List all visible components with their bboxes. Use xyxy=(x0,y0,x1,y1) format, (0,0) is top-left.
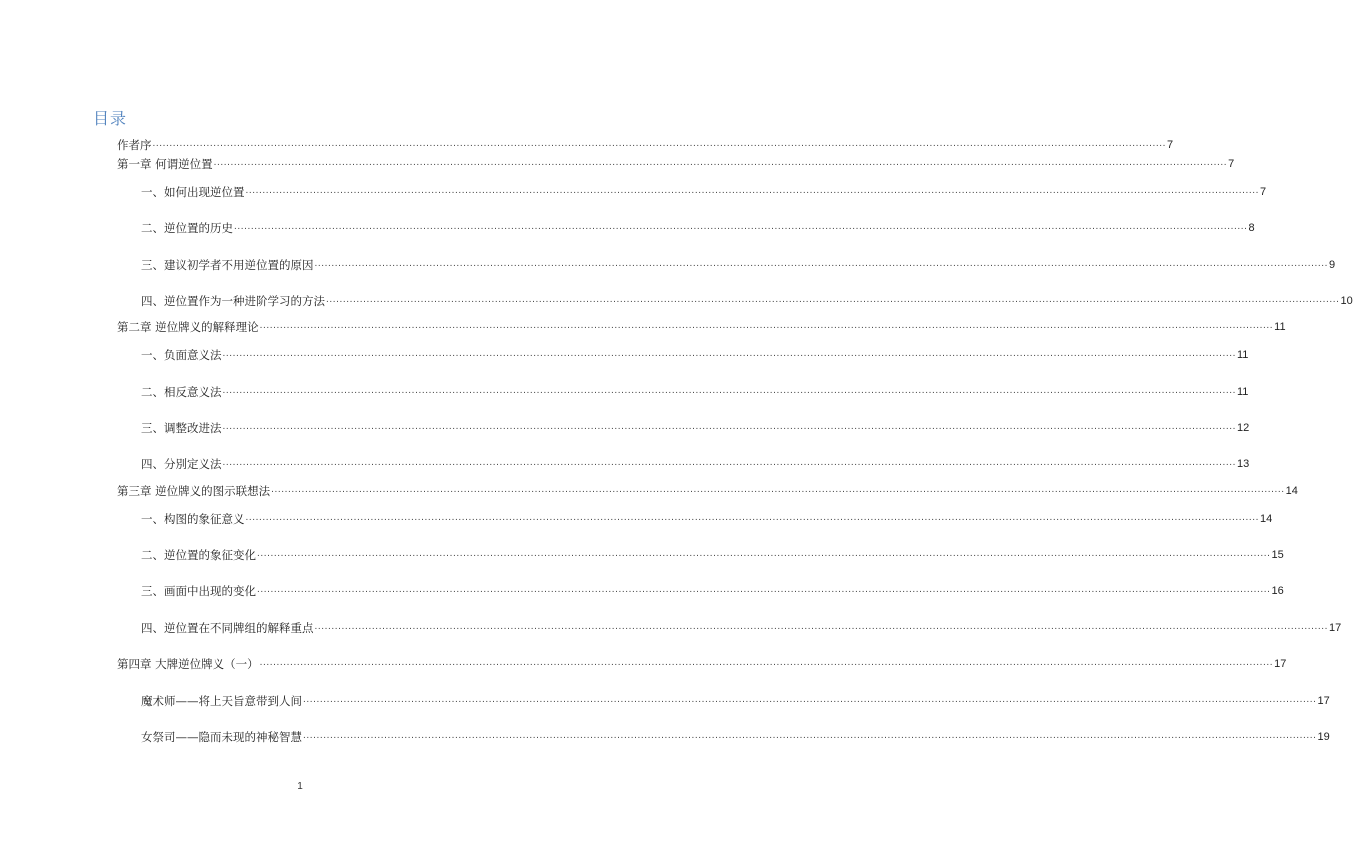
toc-entry-label: 魔术师——将上天旨意带到人间 xyxy=(141,694,302,708)
toc-entry-chapter-2[interactable] xyxy=(117,318,1286,334)
toc-entry-chapter-1[interactable] xyxy=(117,155,1235,171)
toc-entry-label: 一、如何出现逆位置 xyxy=(141,185,245,199)
toc-entry-label: 二、逆位置的象征变化 xyxy=(141,548,256,562)
toc-entry-page: 17 xyxy=(1274,658,1287,670)
toc-entry-page: 17 xyxy=(1329,622,1342,634)
dot-leader: ............................................................................................................................................................................................................................................................................................................ xyxy=(314,621,1328,632)
toc-entry-page: 7 xyxy=(1167,139,1174,151)
toc-entry-4-magician[interactable] xyxy=(141,692,1330,708)
toc-entry-label: 第三章 逆位牌义的图示联想法 xyxy=(117,484,271,498)
page-number: 1 xyxy=(297,781,303,792)
dot-leader: ............................................................................................................................................................................................................................................................................................................ xyxy=(222,421,1236,432)
toc-heading: 目录 xyxy=(93,111,128,128)
dot-leader: ............................................................................................................................................................................................................................................................................................................ xyxy=(303,694,1317,705)
toc-entry-label: 二、相反意义法 xyxy=(141,385,222,399)
toc-entry-page: 8 xyxy=(1248,222,1255,234)
toc-entry-label: 三、调整改进法 xyxy=(141,421,222,435)
toc-entry-2-1[interactable] xyxy=(141,346,1249,362)
toc-entry-page: 11 xyxy=(1237,349,1249,361)
toc-entry-page: 9 xyxy=(1329,259,1336,271)
toc-entry-label: 四、逆位置在不同牌组的解释重点 xyxy=(141,621,314,635)
toc-entry-page: 7 xyxy=(1260,186,1267,198)
toc-entry-label: 一、构图的象征意义 xyxy=(141,512,245,526)
toc-entry-label: 四、逆位置作为一种进阶学习的方法 xyxy=(141,294,325,308)
dot-leader: ............................................................................................................................................................................................................................................................................................................ xyxy=(245,512,1259,523)
toc-entry-3-4[interactable] xyxy=(141,619,1342,635)
toc-entry-label: 三、建议初学者不用逆位置的原因 xyxy=(141,258,314,272)
toc-entry-3-3[interactable] xyxy=(141,582,1284,598)
toc-entry-page: 15 xyxy=(1271,549,1284,561)
toc-entry-page: 11 xyxy=(1237,386,1249,398)
toc-entry-label: 第四章 大牌逆位牌义（一） xyxy=(117,657,259,671)
toc-entry-1-1[interactable] xyxy=(141,183,1267,199)
toc-entry-page: 14 xyxy=(1285,485,1298,497)
dot-leader: ............................................................................................................................................................................................................................................................................................................ xyxy=(259,657,1274,668)
dot-leader: ............................................................................................................................................................................................................................................................................................................ xyxy=(314,258,1328,269)
dot-leader: ............................................................................................................................................................................................................................................................................................................ xyxy=(213,157,1228,168)
toc-entry-1-2[interactable] xyxy=(141,219,1255,235)
toc-entry-label: 第二章 逆位牌义的解释理论 xyxy=(117,320,259,334)
toc-entry-3-1[interactable] xyxy=(141,510,1273,526)
toc-entry-page: 11 xyxy=(1274,321,1286,333)
toc-entry-chapter-3[interactable] xyxy=(117,482,1298,498)
toc-entry-page: 16 xyxy=(1271,585,1284,597)
dot-leader: ............................................................................................................................................................................................................................................................................................................ xyxy=(257,584,1271,595)
dot-leader: ............................................................................................................................................................................................................................................................................................................ xyxy=(303,730,1317,741)
toc-entry-3-2[interactable] xyxy=(141,546,1284,562)
dot-leader: ............................................................................................................................................................................................................................................................................................................ xyxy=(222,385,1236,396)
toc-entry-label: 三、画面中出现的变化 xyxy=(141,584,256,598)
dot-leader: ............................................................................................................................................................................................................................................................................................................ xyxy=(259,320,1274,331)
dot-leader: ............................................................................................................................................................................................................................................................................................................ xyxy=(222,457,1236,468)
toc-entry-2-4[interactable] xyxy=(141,455,1250,471)
toc-entry-page: 12 xyxy=(1237,422,1250,434)
toc-entry-page: 13 xyxy=(1237,458,1250,470)
toc-entry-label: 一、负面意义法 xyxy=(141,348,222,362)
toc-entry-chapter-4[interactable] xyxy=(117,655,1287,671)
dot-leader: ............................................................................................................................................................................................................................................................................................................ xyxy=(257,548,1271,559)
toc-entry-page: 7 xyxy=(1228,158,1235,170)
dot-leader: ............................................................................................................................................................................................................................................................................................................ xyxy=(245,185,1259,196)
toc-entry-1-3[interactable] xyxy=(141,256,1336,272)
toc-entry-page: 19 xyxy=(1317,731,1330,743)
dot-leader: ............................................................................................................................................................................................................................................................................................................ xyxy=(152,138,1166,149)
toc-entry-4-high-priestess[interactable] xyxy=(141,728,1330,744)
toc-entry-2-3[interactable] xyxy=(141,419,1250,435)
toc-entry-label: 第一章 何谓逆位置 xyxy=(117,157,213,171)
toc-entry-label: 二、逆位置的历史 xyxy=(141,221,233,235)
dot-leader: ............................................................................................................................................................................................................................................................................................................ xyxy=(234,221,1248,232)
toc-entry-1-4[interactable] xyxy=(141,292,1353,308)
toc-entry-page: 17 xyxy=(1317,695,1330,707)
toc-entry-page: 14 xyxy=(1260,513,1273,525)
toc-entry-label: 女祭司——隐而未现的神秘智慧 xyxy=(141,730,302,744)
dot-leader: ............................................................................................................................................................................................................................................................................................................ xyxy=(271,484,1285,495)
toc-entry-label: 作者序 xyxy=(117,138,152,152)
dot-leader: ............................................................................................................................................................................................................................................................................................................ xyxy=(326,294,1340,305)
dot-leader: ............................................................................................................................................................................................................................................................................................................ xyxy=(222,348,1236,359)
toc-entry-page: 10 xyxy=(1340,295,1353,307)
toc-entry-2-2[interactable] xyxy=(141,383,1249,399)
toc-entry-preface[interactable] xyxy=(117,136,1174,152)
toc-entry-label: 四、分別定义法 xyxy=(141,457,222,471)
